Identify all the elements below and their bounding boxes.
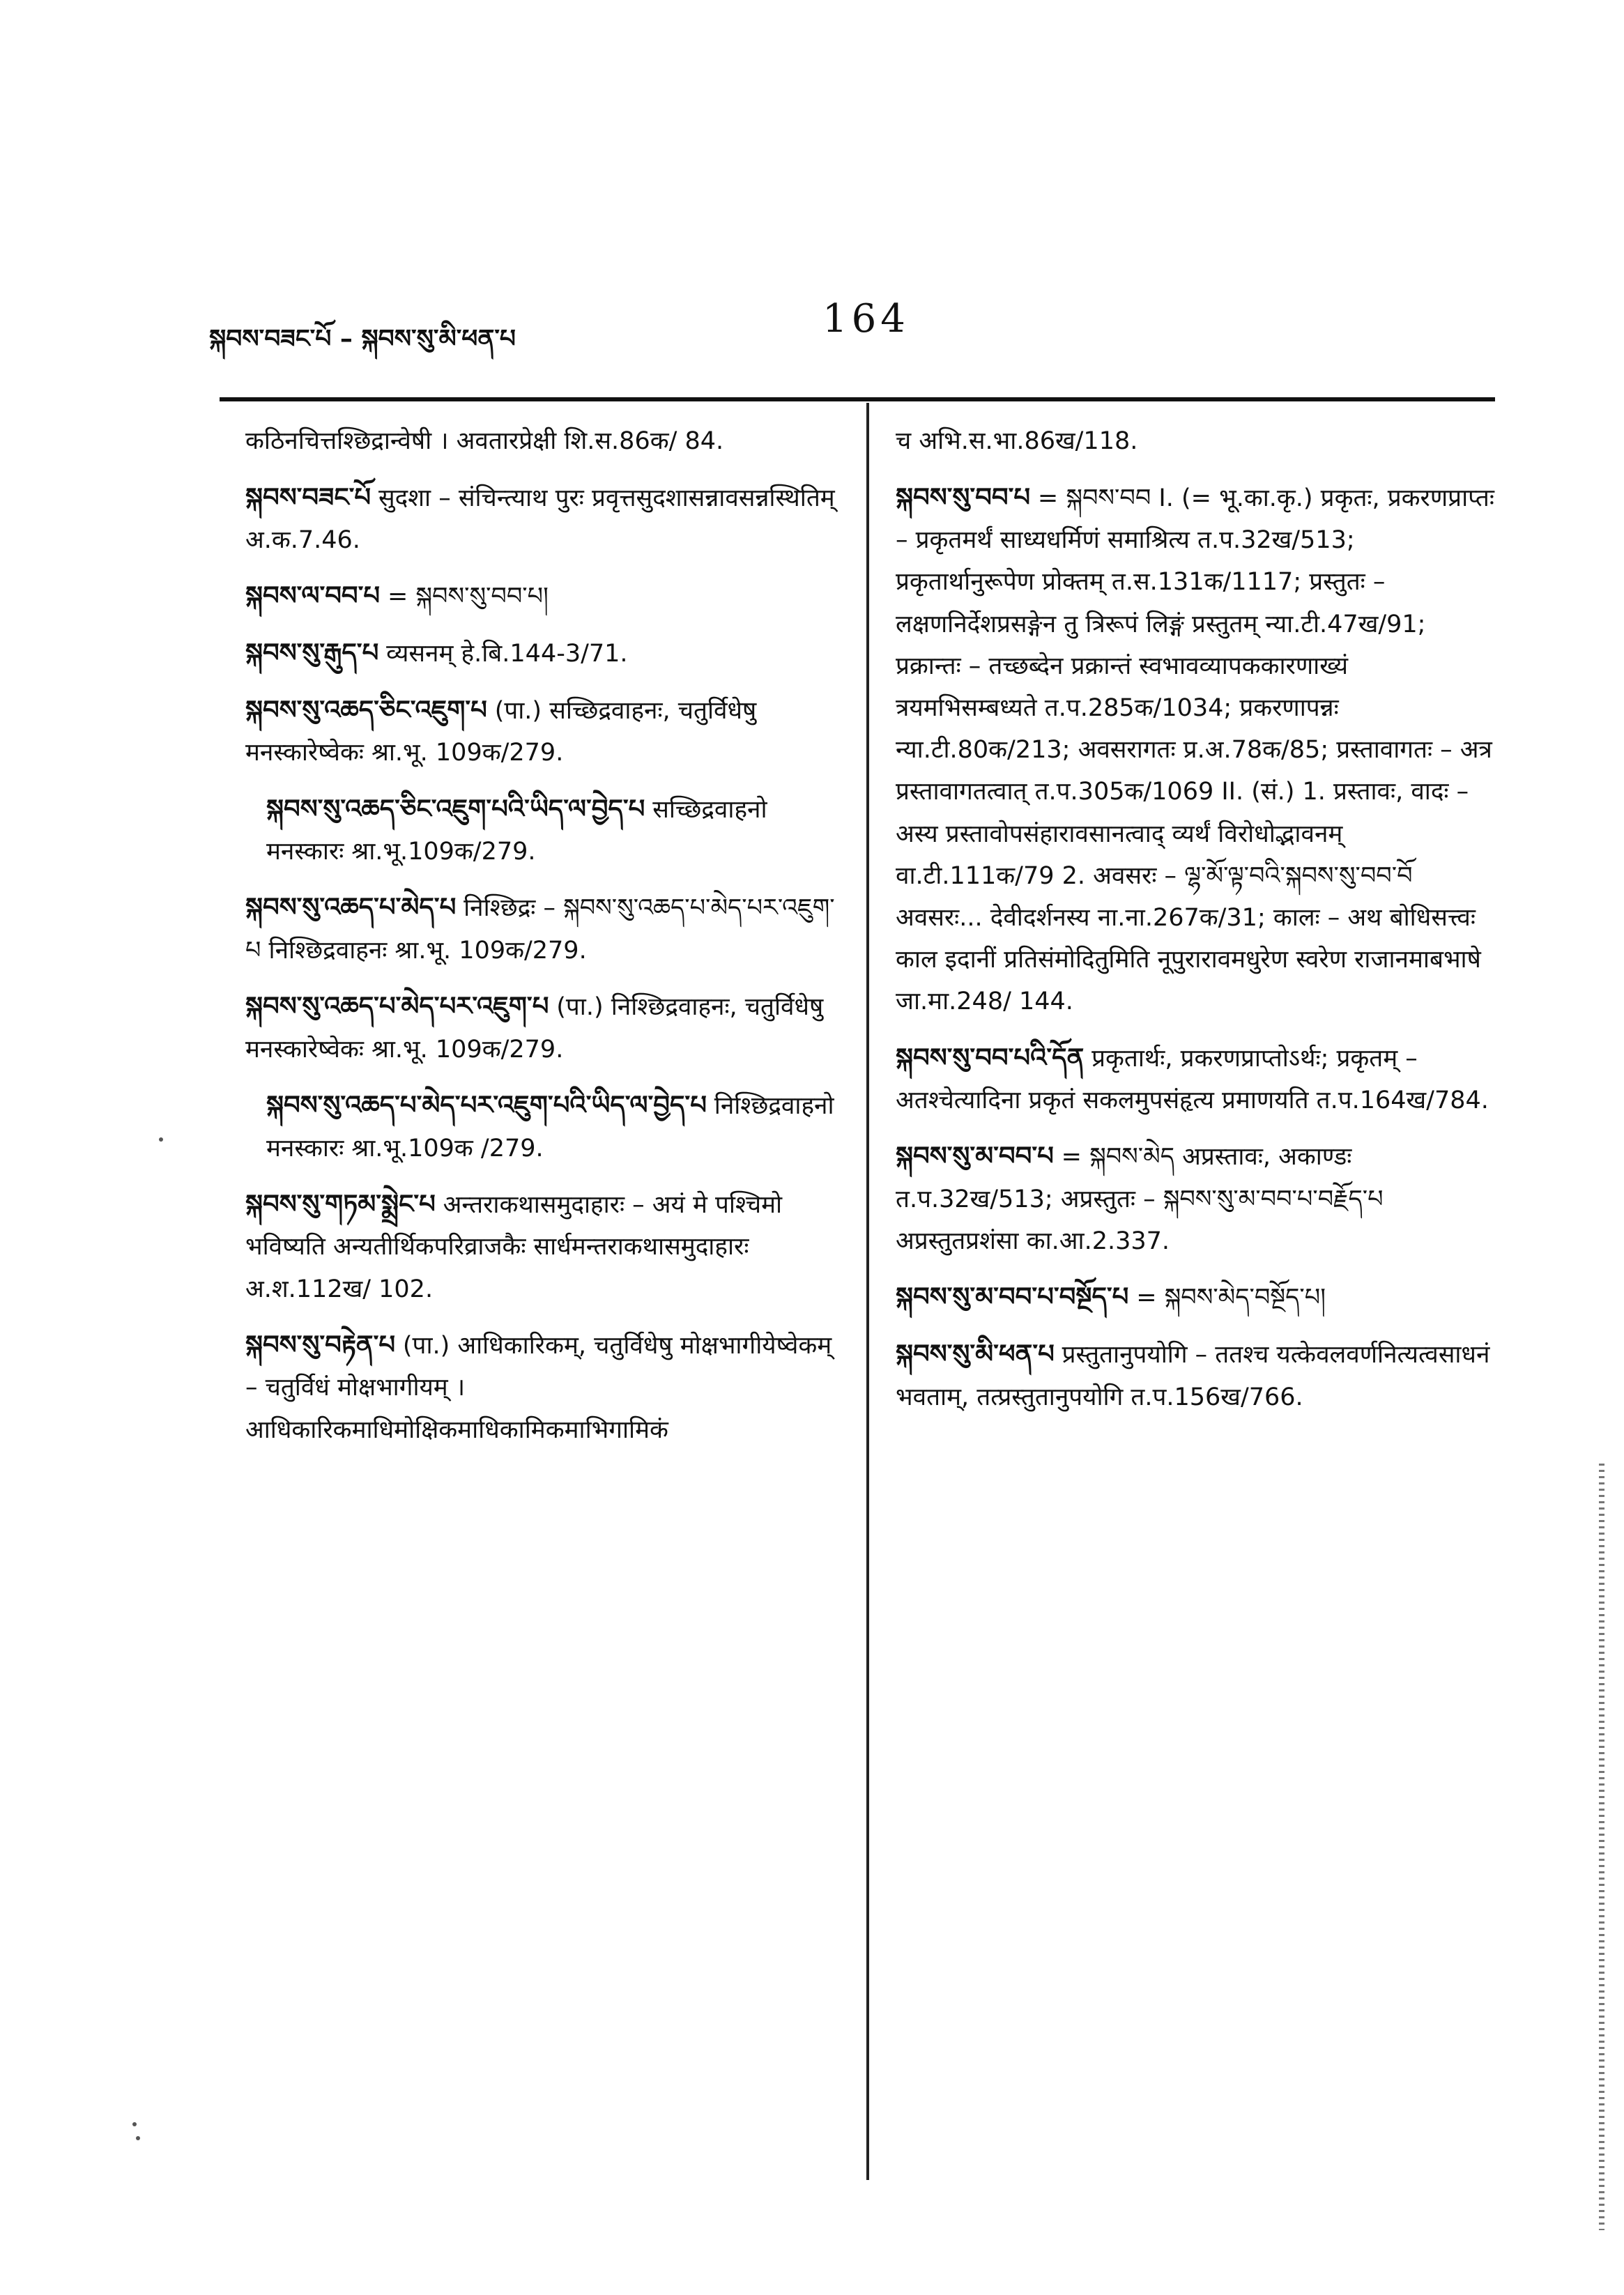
entry-headword: སྐབས་སུ་མ་བབ་པ་བསྔོད་པ [896,1282,1129,1312]
dictionary-entry [245,418,838,463]
entry-headword: སྐབས་སུ་བརྟེན་པ [245,1329,396,1360]
dictionary-entry [896,1275,1495,1319]
dictionary-entry [896,1332,1495,1418]
dictionary-entry [896,418,1495,463]
entry-headword: སྐབས་སུ་མ་བབ་པ [896,1141,1054,1172]
dictionary-entry [245,885,838,972]
dictionary-entry [245,1323,838,1451]
entry-text: प्रकृतार्थः, प्रकरणप्राप्तोऽर्थः; प्रकृतम् – अतश्चेत्यादिना प्रकृतं सकलमुपसंहृत्य प्रमाणयति त.प.164ख/784. [896,1044,1489,1115]
entry-headword: སྐབས་སུ་བབ་པའི་དོན [896,1042,1085,1073]
running-head: སྐབས་བཟང་པོ – སྐབས་སུ་མི་ཕན་པ [209,325,516,353]
dictionary-entry [245,1182,838,1310]
scan-speck [132,2122,137,2126]
entry-headword: སྐབས་བཟང་པོ [245,482,371,512]
entry-text: = སྐབས་སུ་བབ་པ། [387,583,549,611]
entry-headword: སྐབས་སུ་འཆད་ཅིང་འཇུག་པ [245,694,487,725]
entry-headword: སྐབས་སུ་འཆད་པ་མེད་པ [245,892,457,923]
entry-text: व्यसनम् हे.बि.144-3/71. [386,640,628,668]
entry-headword: སྐབས་སུ་མི་ཕན་པ [896,1338,1055,1369]
entry-text: च अभि.स.भा.86ख/118. [896,427,1138,455]
entry-text: अन्तराकथासमुदाहारः – अयं मे पश्चिमो भविष्यति अन्यतीर्थिकपरिव्राजकैः सार्धमन्तराकथासमुदाहारः अ.श.112ख/ 102. [245,1190,783,1303]
dictionary-entry [245,1083,838,1169]
scan-edge-marks [1599,1464,1604,2230]
page-header [209,296,1492,352]
scan-speck [136,2136,140,2140]
entry-headword: སྐབས་ལ་བབ་པ [245,581,381,611]
entry-text: निश्छिद्रवाहनो मनस्कारः श्रा.भू.109क /279. [266,1091,834,1162]
entry-text: = སྐབས་མེད་བསྔོད་པ། [1136,1284,1326,1312]
dictionary-entry [245,787,838,873]
entry-headword: སྐབས་སུ་འཆད་ཅིང་འཇུག་པའི་ཡིད་ལ་བྱེད་པ [266,793,645,824]
entry-text: = སྐབས་མེད अप्रस्तावः, अकाण्डः त.प.32ख/513; अप्रस्तुतः – སྐབས་སུ་མ་བབ་པ་བརྗོད་པ अप्रस्तुतप्रशंसा का.आ.2.337. [896,1143,1384,1256]
dictionary-entry [896,475,1495,1023]
dictionary-entry [245,688,838,774]
dictionary-entry [245,574,838,618]
page-number: 164 [822,296,910,341]
entry-text: सुदशा – संचिन्त्याथ पुरः प्रवृत्तसुदशासन्नावसन्नस्थितिम् अ.क.7.46. [245,484,835,555]
left-column [245,418,838,1464]
dictionary-entry [896,1134,1495,1262]
entry-headword: སྐབས་སུ་འཆད་པ་མེད་པར་འཇུག་པ [245,991,549,1022]
entry-text: (पा.) सच्छिद्रवाहनः, चतुर्विधेषु मनस्कारेष्वेकः श्रा.भू. 109क/279. [245,696,757,767]
column-divider [866,403,869,2180]
dictionary-entry [245,631,838,675]
entry-headword: སྐབས་སུ་གཏམ་སྨྲེང་པ [245,1188,436,1219]
entry-text: = སྐབས་བབ I. (= भू.का.कृ.) प्रकृतः, प्रकरणप्राप्तः – प्रकृतमर्थं साध्यधर्मिणं समाश्रित्य त.प.32ख/513; प्रकृतार्थानुरूपेण प्रोक्तम् त.स.131क/1117; प्रस्तुतः – लक्षणनिर्देशप्रसङ्गेन तु त्रिरूपं लिङ्गं प्रस्तुतम् न्या.टी.47ख/91; प्रक्रान्तः – तच्छब्देन प्रक्रान्तं स्वभावव्यापककारणाख्यं त्रयमभिसम्बध्यते त.प.285क/1034; प्रकरणापन्नः न्या.टी.80क/213; अवसरागतः प्र.अ.78क/85; प्रस्तावागतः – अत्र प्रस्तावागतत्वात् त.प.305क/1069 II. (सं.) 1. प्रस्तावः, वादः – अस्य प्रस्तावोपसंहारावसानत्वाद् व्यर्थं विरोधोद्भावनम् वा.टी.111क/79 2. अवसरः – ལྷ་མོ་ལྟ་བའི་སྐབས་སུ་བབ་བོ अवसरः... देवीदर्शनस्य ना.ना.267क/31; कालः – अथ बोधिसत्त्वः काल इदानीं प्रतिसंमोदितुमिति नूपुरारावमधुरेण स्वरेण राजानमाबभाषे जा.मा.248/ 144. [896,484,1494,1016]
dictionary-entry [896,1036,1495,1122]
entry-text: कठिनचित्तश्छिद्रान्वेषी । अवतारप्रेक्षी शि.स.86क/ 84. [245,427,724,455]
entry-headword: སྐབས་སུ་འཆད་པ་མེད་པར་འཇུག་པའི་ཡིད་ལ་བྱེད་པ [266,1089,707,1120]
entry-headword: སྐབས་སུ་བབ་པ [896,482,1031,512]
entry-text: निश्छिद्रः – སྐབས་སུ་འཆད་པ་མེད་པར་འཇུག་པ निश्छिद्रवाहनः श्रा.भू. 109क/279. [245,894,835,965]
entry-text: सच्छिद्रवाहनो मनस्कारः श्रा.भू.109क/279. [266,795,767,866]
dictionary-entry [245,475,838,562]
entry-text: (पा.) आधिकारिकम्, चतुर्विधेषु मोक्षभागीयेष्वेकम् – चतुर्विधं मोक्षभागीयम् । आधिकारिकमाधिमोक्षिकमाधिकामिकमाभिगामिकं [245,1331,832,1444]
right-column [896,418,1495,1431]
scan-speck [159,1137,163,1142]
dictionary-entry [245,984,838,1070]
header-rule [220,397,1495,401]
entry-text: (पा.) निश्छिद्रवाहनः, चतुर्विधेषु मनस्कारेष्वेकः श्रा.भू. 109क/279. [245,993,824,1064]
entry-text: प्रस्तुतानुपयोगि – ततश्च यत्केवलवर्णनित्यत्वसाधनं भवताम्, तत्प्रस्तुतानुपयोगि त.प.156ख/766. [896,1340,1490,1411]
entry-headword: སྐབས་སུ་རྒུད་པ [245,638,379,668]
